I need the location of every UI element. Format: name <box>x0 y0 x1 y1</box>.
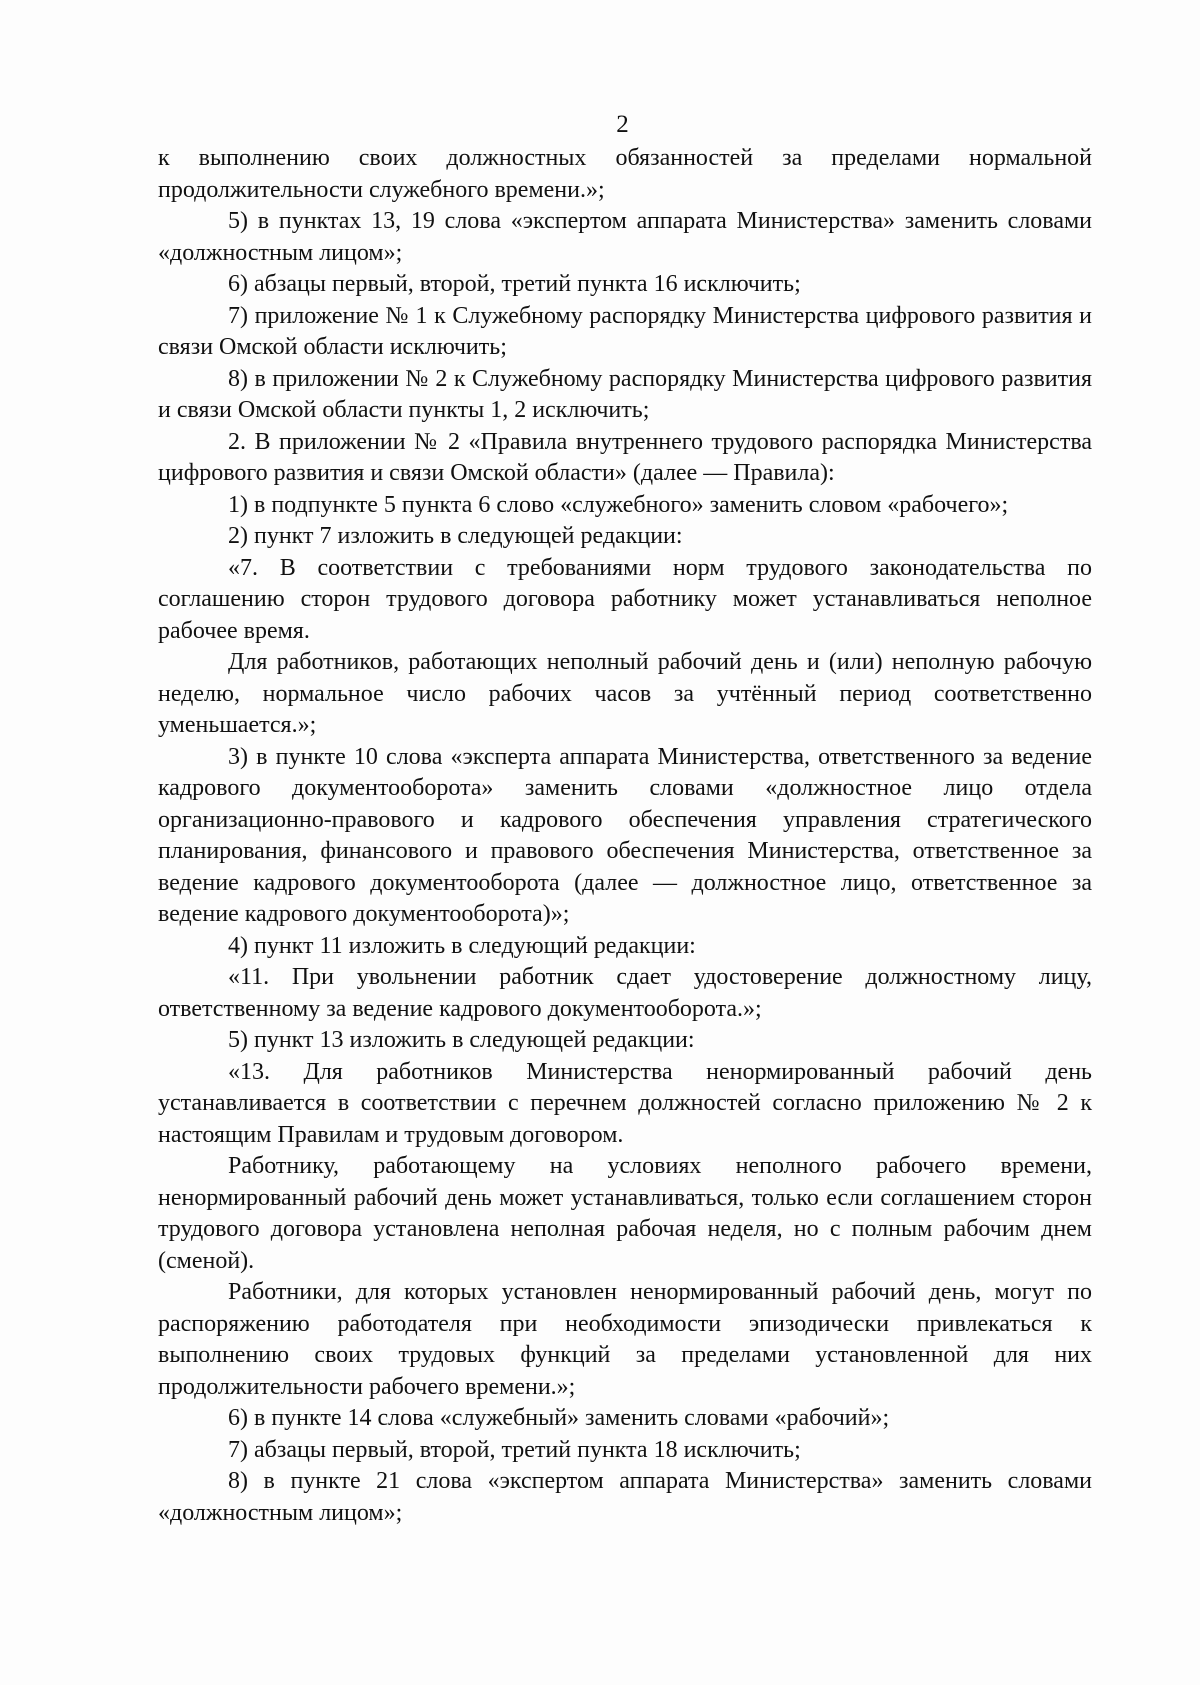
paragraph: к выполнению своих должностных обязанностей за пределами нормальной продолжительности служебного времени.»; <box>158 145 1092 203</box>
paragraph: «11. При увольнении работник сдает удостоверение должностному лицу, ответственному за ведение кадрового документооборота.»; <box>158 964 1092 1022</box>
document-body <box>158 143 1092 1529</box>
paragraph: 5) в пунктах 13, 19 слова «экспертом аппарата Министерства» заменить словами «должностным лицом»; <box>158 208 1092 266</box>
paragraph: Для работников, работающих неполный рабочий день и (или) неполную рабочую неделю, нормальное число рабочих часов за учтённый период соответственно уменьшается.»; <box>158 649 1092 738</box>
paragraph: 8) в приложении № 2 к Служебному распорядку Министерства цифрового развития и связи Омской области пункты 1, 2 исключить; <box>158 365 1092 423</box>
paragraph: Работнику, работающему на условиях неполного рабочего времени, ненормированный рабочий день может устанавливаться, только если соглашением сторон трудового договора установлена неполная рабочая неделя, но с полным рабочим днем (сменой). <box>158 1153 1092 1274</box>
paragraph: 7) абзацы первый, второй, третий пункта 18 исключить; <box>228 1436 801 1463</box>
paragraph: 8) в пункте 21 слова «экспертом аппарата Министерства» заменить словами «должностным лицом»; <box>158 1468 1092 1526</box>
paragraph: 3) в пункте 10 слова «эксперта аппарата Министерства, ответственного за ведение кадрового документооборота» заменить словами «должностное лицо отдела организационно-правового и кадрового обеспечения управления стратегического планирования, финансового и правового обеспечения Министерства, ответственное за ведение кадрового документооборота (далее — должностное лицо, ответственное за ведение кадрового документооборота)»; <box>158 743 1092 927</box>
paragraph: 2. В приложении № 2 «Правила внутреннего трудового распорядка Министерства цифрового развития и связи Омской области» (далее — Правила): <box>158 428 1092 486</box>
paragraph: Работники, для которых установлен ненормированный рабочий день, могут по распоряжению работодателя при необходимости эпизодически привлекаться к выполнению своих трудовых функций за пределами установленной для них продолжительности рабочего времени.»; <box>158 1279 1092 1400</box>
paragraph: «13. Для работников Министерства ненормированный рабочий день устанавливается в соответствии с перечнем должностей согласно приложению № 2 к настоящим Правилам и трудовым договором. <box>158 1058 1092 1148</box>
paragraph: 5) пункт 13 изложить в следующей редакции: <box>228 1027 695 1053</box>
paragraph: 4) пункт 11 изложить в следующий редакции: <box>228 932 696 959</box>
paragraph: 1) в подпункте 5 пункта 6 слово «служебного» заменить словом «рабочего»; <box>228 491 1009 518</box>
paragraph: 6) абзацы первый, второй, третий пункта 16 исключить; <box>228 271 801 297</box>
page-number: 2 <box>616 111 629 138</box>
paragraph: 7) приложение № 1 к Служебному распорядку Министерства цифрового развития и связи Омской области исключить; <box>158 302 1092 360</box>
paragraph: 6) в пункте 14 слова «служебный» заменить словами «рабочий»; <box>228 1405 890 1431</box>
paragraph: 2) пункт 7 изложить в следующей редакции: <box>228 523 683 549</box>
paragraph: «7. В соответствии с требованиями норм трудового законодательства по соглашению сторон трудового договора работнику может устанавливаться неполное рабочее время. <box>158 554 1092 644</box>
